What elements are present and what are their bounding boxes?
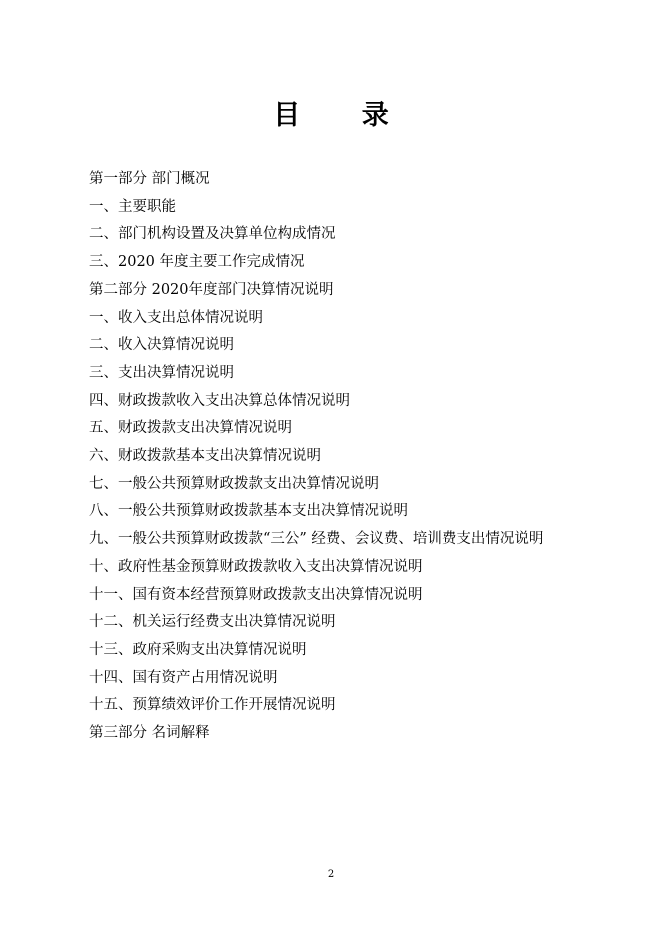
toc-part-1: 第一部分 部门概况	[89, 171, 210, 187]
table-of-contents	[89, 166, 579, 748]
toc-part-2: 第二部分 2020年度部门决算情况说明	[89, 281, 334, 298]
toc-item: 三、2020 年度主要工作完成情况	[89, 254, 305, 271]
toc-part-3: 第三部分 名词解释	[89, 725, 210, 742]
toc-item: 八、一般公共预算财政拨款基本支出决算情况说明	[89, 503, 408, 520]
toc-item: 六、财政拨款基本支出决算情况说明	[89, 448, 321, 465]
toc-item: 十一、国有资本经营预算财政拨款支出决算情况说明	[89, 586, 423, 603]
page-title: 目 录	[273, 100, 415, 131]
toc-item: 四、财政拨款收入支出决算总体情况说明	[89, 392, 350, 409]
toc-item: 二、部门机构设置及决算单位构成情况	[89, 226, 336, 243]
toc-item: 二、收入决算情况说明	[89, 337, 234, 354]
toc-item: 五、财政拨款支出决算情况说明	[89, 420, 292, 437]
toc-item: 十四、国有资产占用情况说明	[89, 669, 278, 686]
page-number: 2	[327, 869, 335, 880]
toc-item: 一、收入支出总体情况说明	[89, 309, 263, 326]
toc-item: 十、政府性基金预算财政拨款收入支出决算情况说明	[89, 558, 423, 575]
toc-item: 一、主要职能	[89, 198, 176, 215]
toc-item: 十二、机关运行经费支出决算情况说明	[89, 614, 336, 631]
toc-item: 七、一般公共预算财政拨款支出决算情况说明	[89, 475, 379, 492]
toc-item: 十五、预算绩效评价工作开展情况说明	[89, 697, 336, 714]
toc-item: 三、支出决算情况说明	[89, 364, 234, 381]
toc-item: 九、一般公共预算财政拨款“三公” 经费、会议费、培训费支出情况说明	[89, 531, 544, 548]
toc-item: 十三、政府采购支出决算情况说明	[89, 641, 307, 658]
